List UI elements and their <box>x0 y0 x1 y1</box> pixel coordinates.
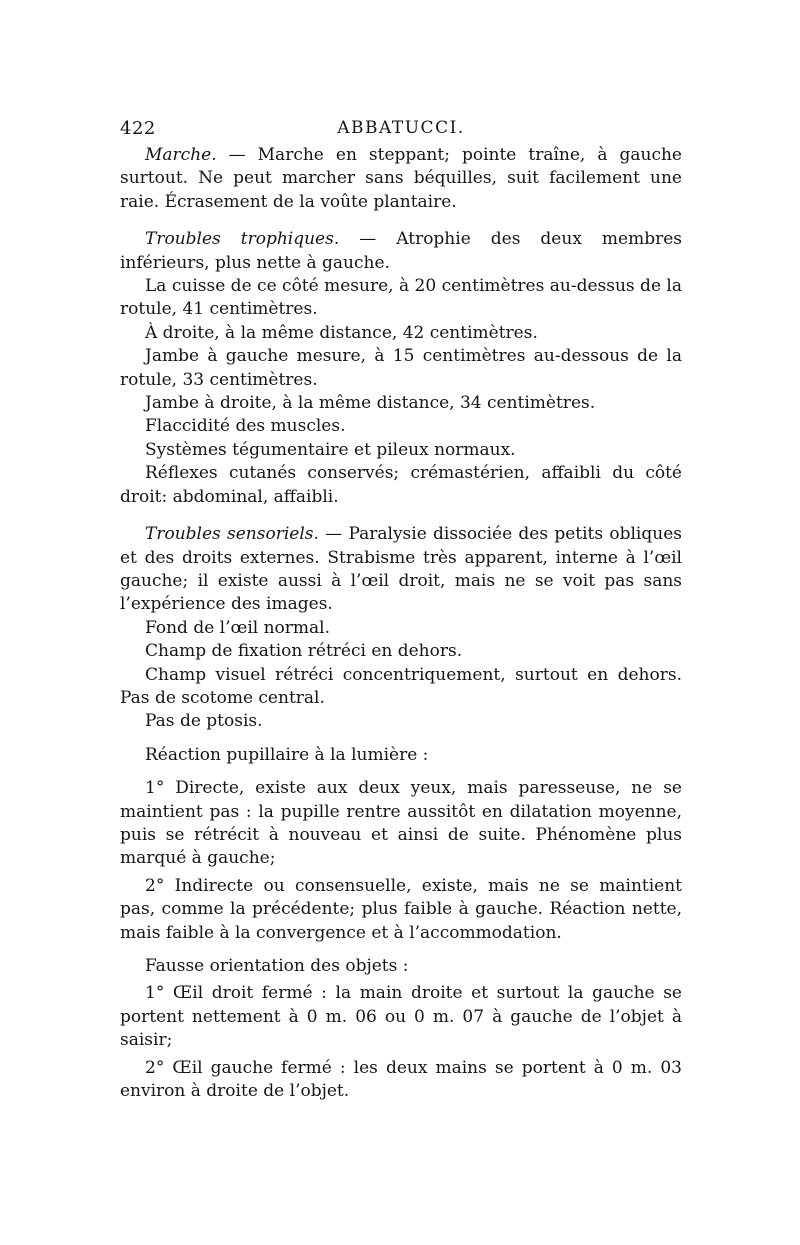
section-text: — Marche en steppant; pointe traîne, à gauche surtout. Ne peut marcher sans béquilles, suit facilement une raie. Écrasement de la voûte plantaire. <box>120 145 682 212</box>
section-lead: Troubles sensoriels. <box>145 524 319 545</box>
paragraph: Pas de ptosis. <box>145 711 263 732</box>
paragraph: Flaccidité des muscles. <box>145 416 346 437</box>
section-troubles-sensoriels <box>120 523 682 734</box>
section-text: — Paralysie dissociée des petits obliques et des droits externes. Strabisme très apparent, interne à l’œil gauche; il existe aussi à l’œil droit, mais ne se voit pas sans l’expérience des images. <box>120 524 682 615</box>
section-reaction-pupillaire <box>120 744 682 945</box>
paragraph <box>120 144 682 214</box>
paragraph: La cuisse de ce côté mesure, à 20 centimètres au-dessus de la rotule, 41 centimètres. <box>120 276 682 320</box>
paragraph <box>120 228 682 275</box>
list-item: 1° Œil droit fermé : la main droite et surtout la gauche se portent nettement à 0 m. 06 ou 0 m. 07 à gauche de l’objet à saisir; <box>120 983 682 1051</box>
paragraph: Champ visuel rétréci concentriquement, surtout en dehors. Pas de scotome central. <box>120 664 682 708</box>
section-lead: Troubles trophiques. <box>145 229 340 250</box>
list-item: 2° Œil gauche fermé : les deux mains se portent à 0 m. 03 environ à droite de l’objet. <box>120 1057 682 1102</box>
section-text: — Atrophie des deux membres inférieurs, plus nette à gauche. <box>120 229 683 273</box>
section-lead: Marche. <box>145 145 217 165</box>
book-page <box>120 108 682 1103</box>
subsection-title: Fausse orientation des objets : <box>145 956 409 976</box>
paragraph: Réflexes cutanés conservés; crémastérien, affaibli du côté droit: abdominal, affaibli. <box>120 463 682 507</box>
section-fausse-orientation <box>120 955 682 1103</box>
section-marche <box>120 144 682 214</box>
page-header <box>120 108 682 144</box>
paragraph: À droite, à la même distance, 42 centimètres. <box>145 322 538 343</box>
list-item: 2° Indirecte ou consensuelle, existe, mais ne se maintient pas, comme la précédente; plus faible à gauche. Réaction nette, mais faible à la convergence et à l’accommodation. <box>120 875 682 943</box>
section-troubles-trophiques <box>120 228 682 509</box>
paragraph: Fond de l’œil normal. <box>145 617 331 638</box>
subsection-title: Réaction pupillaire à la lumière : <box>145 744 429 765</box>
paragraph: Systèmes tégumentaire et pileux normaux. <box>145 439 516 460</box>
running-title: ABBATUCCI. <box>337 118 465 138</box>
list-item: 1° Directe, existe aux deux yeux, mais paresseuse, ne se maintient pas : la pupille rentre aussitôt en dilatation moyenne, puis se rétrécit à nouveau et ainsi de suite. Phénomène plus marqué à gauche; <box>120 778 682 869</box>
paragraph <box>120 523 682 617</box>
paragraph: Jambe à gauche mesure, à 15 centimètres au-dessous de la rotule, 33 centimètres. <box>120 346 682 390</box>
paragraph: Champ de fixation rétréci en dehors. <box>145 641 463 662</box>
page-number: 422 <box>120 118 156 139</box>
paragraph: Jambe à droite, à la même distance, 34 centimètres. <box>145 393 596 414</box>
